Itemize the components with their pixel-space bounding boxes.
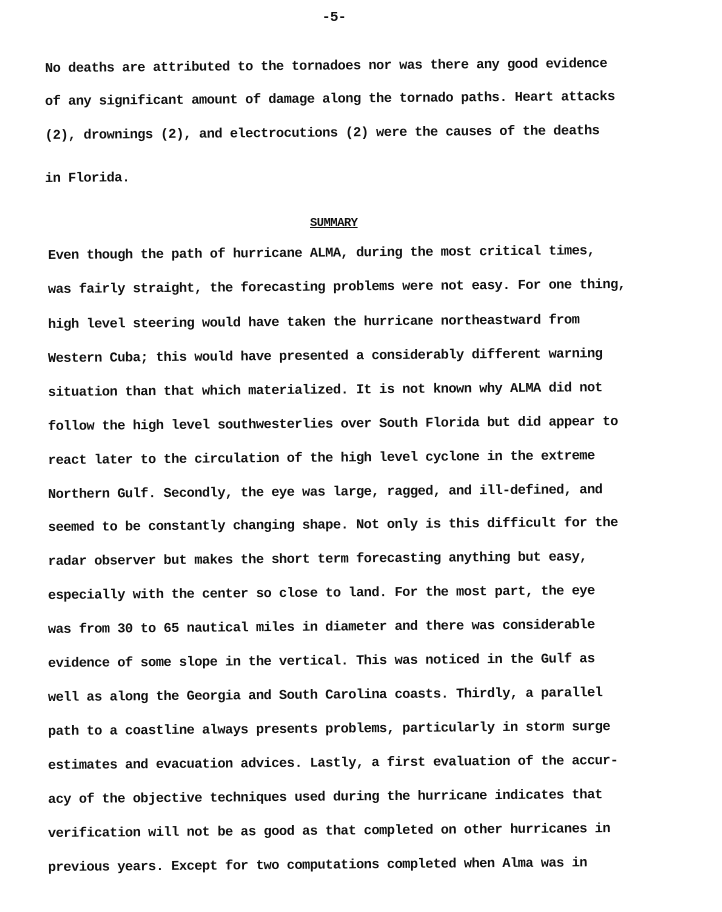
page-number: -5- xyxy=(322,10,347,26)
summary-line: was fairly straight, the forecasting problems were not easy. For one thing, xyxy=(47,277,626,298)
paragraph-line: (2), drownings (2), and electrocutions (2) were the causes of the deaths xyxy=(44,124,600,144)
summary-line: Western Cuba; this would have presented a considerably different warning xyxy=(47,347,603,367)
summary-heading: SUMMARY xyxy=(310,216,358,230)
paragraph-line: in Florida. xyxy=(44,171,130,187)
summary-line: acy of the objective techniques used during the hurricane indicates that xyxy=(47,788,603,808)
summary-line: follow the high level southwesterlies over South Florida but did appear to xyxy=(47,415,618,435)
summary-line: especially with the center so close to land. For the most part, the eye xyxy=(47,584,595,604)
summary-line: path to a coastline always presents problems, particularly in storm surge xyxy=(47,720,611,740)
summary-line: react later to the circulation of the high level cyclone in the extreme xyxy=(47,449,595,469)
summary-line: situation than that which materialized. It is not known why ALMA did not xyxy=(47,381,603,401)
summary-line: evidence of some slope in the vertical. This was noticed in the Gulf as xyxy=(47,652,595,672)
summary-line: verification will not be as good as that completed on other hurricanes in xyxy=(47,822,611,842)
summary-line: seemed to be constantly changing shape. Not only is this difficult for the xyxy=(47,516,618,536)
summary-line: radar observer but makes the short term forecasting anything but easy, xyxy=(47,550,588,570)
paragraph-line: No deaths are attributed to the tornadoes nor was there any good evidence xyxy=(44,57,608,77)
summary-line: Northern Gulf. Secondly, the eye was large, ragged, and ill-defined, and xyxy=(47,483,603,503)
summary-line: high level steering would have taken the hurricane northeastward from xyxy=(47,313,580,333)
summary-line: estimates and evacuation advices. Lastly, a first evaluation of the accur- xyxy=(47,754,618,774)
summary-line: was from 30 to 65 nautical miles in diameter and there was considerable xyxy=(47,618,595,638)
summary-line: well as along the Georgia and South Carolina coasts. Thirdly, a parallel xyxy=(47,686,603,706)
summary-line: Even though the path of hurricane ALMA, during the most critical times, xyxy=(47,244,595,264)
paragraph-line: of any significant amount of damage along the tornado paths. Heart attacks xyxy=(44,90,615,110)
summary-line: previous years. Except for two computations completed when Alma was in xyxy=(47,856,588,876)
